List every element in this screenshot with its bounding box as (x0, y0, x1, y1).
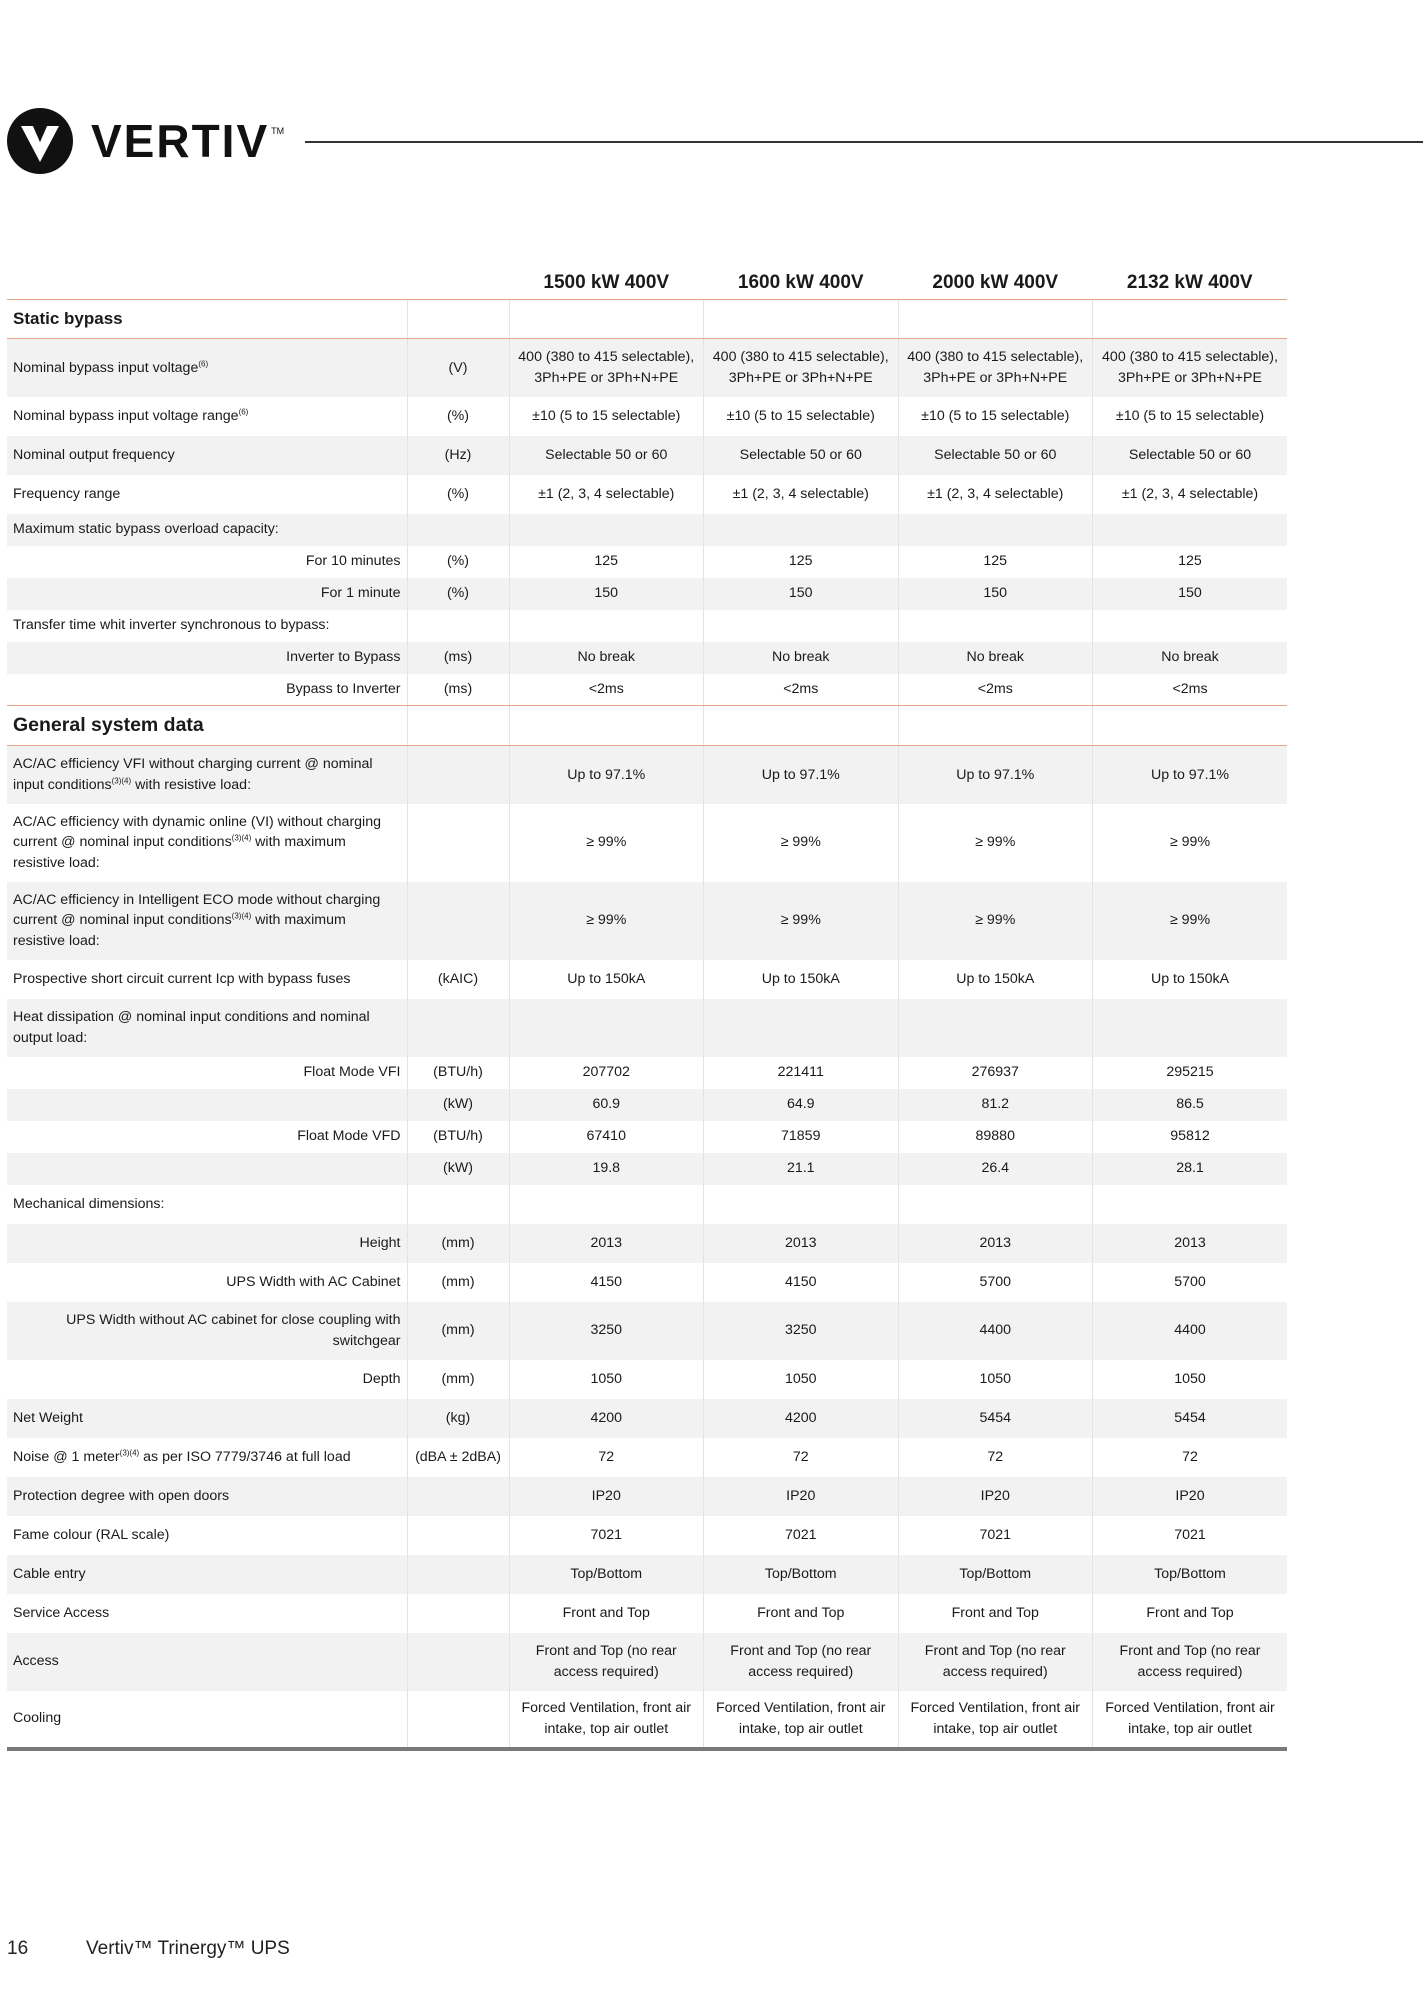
value-cell (509, 514, 704, 546)
value-cell: ≥ 99% (704, 882, 899, 960)
table-row (7, 475, 1287, 514)
value-cell: Front and Top (no rear access required) (704, 1633, 899, 1691)
row-label-text: Inverter to Bypass (286, 649, 401, 666)
value-cell: 400 (380 to 415 selectable), 3Ph+PE or 3Ph+N+PE (704, 339, 899, 397)
row-unit: (kAIC) (407, 960, 509, 999)
value-cell: 400 (380 to 415 selectable), 3Ph+PE or 3Ph+N+PE (898, 339, 1093, 397)
row-label-text: Float Mode VFD (297, 1128, 401, 1145)
footnote-ref: (3)(4) (111, 776, 132, 786)
value-cell (704, 999, 899, 1057)
value-cell: 125 (1093, 546, 1288, 578)
page-number: 16 (7, 1938, 29, 1959)
section-header-row (7, 706, 1287, 746)
row-unit (407, 804, 509, 882)
footer-title: Vertiv™ Trinergy™ UPS (86, 1938, 290, 1959)
value-cell: ≥ 99% (1093, 882, 1288, 960)
row-label (7, 339, 407, 397)
value-cell: 295215 (1093, 1057, 1288, 1089)
row-unit: (%) (407, 397, 509, 436)
row-label-text: Service Access (13, 1604, 110, 1621)
value-cell: IP20 (1093, 1477, 1288, 1516)
value-cell: IP20 (509, 1477, 704, 1516)
row-unit (407, 1691, 509, 1749)
value-cell (1093, 999, 1288, 1057)
value-cell: 26.4 (898, 1153, 1093, 1185)
value-cell (509, 610, 704, 642)
row-label-text: Protection degree with open doors (13, 1487, 230, 1504)
value-cell: ≥ 99% (509, 804, 704, 882)
row-label-text: For 1 minute (320, 585, 401, 602)
value-cell: 400 (380 to 415 selectable), 3Ph+PE or 3Ph+N+PE (1093, 339, 1288, 397)
value-cell: ±10 (5 to 15 selectable) (1093, 397, 1288, 436)
table-row (7, 1121, 1287, 1153)
value-cell (509, 999, 704, 1057)
value-cell: ≥ 99% (704, 804, 899, 882)
row-unit: (kW) (407, 1153, 509, 1185)
footnote-ref: (3)(4) (119, 1448, 140, 1458)
row-unit (407, 999, 509, 1057)
row-unit: (%) (407, 578, 509, 610)
table-row (7, 746, 1287, 804)
row-label-text: AC/AC efficiency in Intelligent ECO mode without charging current @ nominal input conditions (13, 891, 381, 929)
section-title: Static bypass (7, 300, 407, 339)
row-label (7, 882, 407, 960)
row-label-text: Nominal bypass input voltage range (13, 407, 239, 424)
table-row (7, 1360, 1287, 1399)
value-cell: Front and Top (509, 1594, 704, 1633)
row-label (7, 1153, 407, 1185)
value-cell: 28.1 (1093, 1153, 1288, 1185)
value-cell: ±10 (5 to 15 selectable) (509, 397, 704, 436)
value-cell: Up to 97.1% (1093, 746, 1288, 804)
table-header-row (7, 255, 1287, 300)
brand-name: VERTIV ™ (91, 115, 285, 167)
value-cell: <2ms (1093, 674, 1288, 706)
row-label (7, 1691, 407, 1749)
value-cell: 72 (704, 1438, 899, 1477)
value-cell (1093, 610, 1288, 642)
spec-table (7, 255, 1287, 1751)
value-cell: ≥ 99% (898, 882, 1093, 960)
row-label-text: Prospective short circuit current Icp with bypass fuses (13, 970, 351, 987)
table-row (7, 1302, 1287, 1360)
table-row (7, 514, 1287, 546)
column-header: 2000 kW 400V (898, 255, 1093, 300)
table-row (7, 1516, 1287, 1555)
value-cell: Up to 150kA (704, 960, 899, 999)
table-row (7, 1057, 1287, 1089)
value-cell (898, 999, 1093, 1057)
table-row (7, 1224, 1287, 1263)
row-unit: (BTU/h) (407, 1121, 509, 1153)
row-label (7, 1516, 407, 1555)
value-cell: 1050 (509, 1360, 704, 1399)
value-cell: Front and Top (898, 1594, 1093, 1633)
value-cell: 4400 (1093, 1302, 1288, 1360)
table-row (7, 999, 1287, 1057)
value-cell: 72 (509, 1438, 704, 1477)
row-label (7, 1477, 407, 1516)
row-label (7, 1360, 407, 1399)
value-cell: 4400 (898, 1302, 1093, 1360)
row-unit: (ms) (407, 642, 509, 674)
row-label-text: Height (359, 1234, 401, 1251)
value-cell: 4150 (509, 1263, 704, 1302)
value-cell: Top/Bottom (509, 1555, 704, 1594)
row-label-text: Transfer time whit inverter synchronous to bypass: (13, 617, 330, 634)
vertiv-chevron-icon (7, 108, 73, 174)
value-cell: 3250 (509, 1302, 704, 1360)
value-cell: 2013 (704, 1224, 899, 1263)
value-cell: No break (1093, 642, 1288, 674)
value-cell: 67410 (509, 1121, 704, 1153)
section-blank (509, 300, 704, 339)
value-cell: ±10 (5 to 15 selectable) (704, 397, 899, 436)
section-blank (704, 300, 899, 339)
row-label-text: Float Mode VFI (303, 1064, 401, 1081)
value-cell (898, 514, 1093, 546)
table-row (7, 546, 1287, 578)
row-label-text: Net Weight (13, 1409, 83, 1426)
row-label-text: Cable entry (13, 1565, 86, 1582)
value-cell: IP20 (898, 1477, 1093, 1516)
table-row (7, 1185, 1287, 1224)
table-row (7, 882, 1287, 960)
row-label-tail: with maximum resistive load: (13, 834, 346, 871)
section-blank (1093, 706, 1288, 746)
value-cell: 150 (704, 578, 899, 610)
row-unit: (mm) (407, 1224, 509, 1263)
value-cell: Top/Bottom (704, 1555, 899, 1594)
row-unit: (V) (407, 339, 509, 397)
value-cell: Up to 150kA (1093, 960, 1288, 999)
column-header: 1500 kW 400V (509, 255, 704, 300)
value-cell: 4150 (704, 1263, 899, 1302)
section-blank (898, 300, 1093, 339)
table-row (7, 397, 1287, 436)
table-row (7, 610, 1287, 642)
row-unit: (mm) (407, 1302, 509, 1360)
table-row (7, 804, 1287, 882)
value-cell: 2013 (1093, 1224, 1288, 1263)
row-label (7, 1185, 407, 1224)
value-cell: IP20 (704, 1477, 899, 1516)
row-label-text: Mechanical dimensions: (13, 1195, 165, 1212)
value-cell: 64.9 (704, 1089, 899, 1121)
row-label (7, 610, 407, 642)
value-cell: Up to 150kA (898, 960, 1093, 999)
column-header: 2132 kW 400V (1093, 255, 1288, 300)
value-cell: Up to 97.1% (898, 746, 1093, 804)
table-row (7, 1263, 1287, 1302)
footnote-ref: (6) (198, 358, 209, 368)
value-cell: 5700 (1093, 1263, 1288, 1302)
row-label-text: Nominal output frequency (13, 446, 175, 463)
value-cell: 21.1 (704, 1153, 899, 1185)
value-cell (898, 1185, 1093, 1224)
row-label-text: Fame colour (RAL scale) (13, 1526, 170, 1543)
value-cell: 7021 (1093, 1516, 1288, 1555)
value-cell: Top/Bottom (1093, 1555, 1288, 1594)
table-row (7, 1555, 1287, 1594)
value-cell (1093, 514, 1288, 546)
row-label (7, 960, 407, 999)
row-label (7, 999, 407, 1057)
value-cell: ≥ 99% (1093, 804, 1288, 882)
value-cell (898, 610, 1093, 642)
value-cell: No break (898, 642, 1093, 674)
value-cell: Front and Top (1093, 1594, 1288, 1633)
row-label-text: AC/AC efficiency VFI without charging current @ nominal input conditions (13, 756, 373, 793)
row-label (7, 578, 407, 610)
value-cell: Front and Top (no rear access required) (898, 1633, 1093, 1691)
row-label (7, 1121, 407, 1153)
row-label-text: Bypass to Inverter (286, 681, 401, 697)
table-row (7, 1594, 1287, 1633)
row-unit: (mm) (407, 1360, 509, 1399)
value-cell: 71859 (704, 1121, 899, 1153)
table-row (7, 1089, 1287, 1121)
row-label (7, 674, 407, 706)
table-row (7, 578, 1287, 610)
row-label-text: For 10 minutes (305, 553, 401, 570)
value-cell: 2013 (509, 1224, 704, 1263)
footnote-ref: (3)(4) (231, 833, 252, 843)
page-footer (7, 1934, 290, 1964)
value-cell: ±1 (2, 3, 4 selectable) (898, 475, 1093, 514)
table-row (7, 1153, 1287, 1185)
value-cell: Selectable 50 or 60 (1093, 436, 1288, 475)
value-cell: 1050 (1093, 1360, 1288, 1399)
header-blank (7, 255, 407, 300)
value-cell: 89880 (898, 1121, 1093, 1153)
value-cell: 276937 (898, 1057, 1093, 1089)
value-cell: 1050 (898, 1360, 1093, 1399)
value-cell: 3250 (704, 1302, 899, 1360)
row-label-tail: as per ISO 7779/3746 at full load (139, 1448, 351, 1465)
row-label (7, 546, 407, 578)
value-cell: 400 (380 to 415 selectable), 3Ph+PE or 3Ph+N+PE (509, 339, 704, 397)
row-label-text: AC/AC efficiency with dynamic online (VI) without charging current @ nominal input conditions (13, 813, 381, 851)
value-cell: 125 (509, 546, 704, 578)
value-cell: 2013 (898, 1224, 1093, 1263)
row-label (7, 1302, 407, 1360)
table-row (7, 1633, 1287, 1691)
value-cell: 19.8 (509, 1153, 704, 1185)
row-label (7, 397, 407, 436)
vertiv-logo (7, 108, 284, 174)
row-label (7, 1399, 407, 1438)
row-label-tail: with resistive load: (131, 776, 252, 793)
section-blank (898, 706, 1093, 746)
row-label (7, 1057, 407, 1089)
row-label-text: Frequency range (13, 485, 121, 502)
value-cell: 81.2 (898, 1089, 1093, 1121)
value-cell: <2ms (509, 674, 704, 706)
section-blank (704, 706, 899, 746)
value-cell: 221411 (704, 1057, 899, 1089)
section-title: General system data (7, 706, 407, 746)
value-cell: 86.5 (1093, 1089, 1288, 1121)
value-cell: Front and Top (no rear access required) (1093, 1633, 1288, 1691)
row-unit (407, 1555, 509, 1594)
table-row (7, 642, 1287, 674)
value-cell: Selectable 50 or 60 (704, 436, 899, 475)
value-cell: <2ms (898, 674, 1093, 706)
row-label (7, 1438, 407, 1477)
row-unit: (dBA ± 2dBA) (407, 1438, 509, 1477)
row-label-text: Nominal bypass input voltage (13, 359, 199, 376)
row-unit: (%) (407, 546, 509, 578)
value-cell: 7021 (704, 1516, 899, 1555)
value-cell: 5454 (1093, 1399, 1288, 1438)
value-cell: ±10 (5 to 15 selectable) (898, 397, 1093, 436)
value-cell: ±1 (2, 3, 4 selectable) (1093, 475, 1288, 514)
value-cell: 4200 (509, 1399, 704, 1438)
row-label (7, 804, 407, 882)
row-label (7, 1633, 407, 1691)
value-cell: 5454 (898, 1399, 1093, 1438)
value-cell: 150 (509, 578, 704, 610)
value-cell: ≥ 99% (509, 882, 704, 960)
row-unit: (%) (407, 475, 509, 514)
value-cell: <2ms (704, 674, 899, 706)
value-cell: No break (704, 642, 899, 674)
value-cell: 95812 (1093, 1121, 1288, 1153)
row-label (7, 514, 407, 546)
value-cell (1093, 1185, 1288, 1224)
row-label (7, 436, 407, 475)
row-label-text: Depth (362, 1370, 401, 1387)
row-unit: (Hz) (407, 436, 509, 475)
value-cell: Front and Top (704, 1594, 899, 1633)
value-cell: Up to 150kA (509, 960, 704, 999)
row-label-text: Maximum static bypass overload capacity: (13, 521, 279, 538)
value-cell: 4200 (704, 1399, 899, 1438)
value-cell: 125 (704, 546, 899, 578)
row-label (7, 1555, 407, 1594)
row-unit (407, 882, 509, 960)
row-unit: (kg) (407, 1399, 509, 1438)
row-label (7, 475, 407, 514)
value-cell: Forced Ventilation, front air intake, top air outlet (509, 1691, 704, 1749)
value-cell: 207702 (509, 1057, 704, 1089)
row-label (7, 1594, 407, 1633)
row-label (7, 746, 407, 804)
value-cell (704, 514, 899, 546)
page-header (7, 108, 1423, 174)
value-cell (704, 1185, 899, 1224)
row-label-text: Access (13, 1653, 59, 1670)
table-row (7, 674, 1287, 706)
value-cell: No break (509, 642, 704, 674)
value-cell: Front and Top (no rear access required) (509, 1633, 704, 1691)
section-blank (407, 706, 509, 746)
row-unit: (kW) (407, 1089, 509, 1121)
column-header: 1600 kW 400V (704, 255, 899, 300)
row-unit (407, 1516, 509, 1555)
table-row (7, 960, 1287, 999)
header-rule (305, 141, 1423, 143)
section-blank (407, 300, 509, 339)
row-label (7, 1263, 407, 1302)
value-cell: 7021 (898, 1516, 1093, 1555)
row-unit (407, 610, 509, 642)
value-cell: 72 (898, 1438, 1093, 1477)
row-label-text: UPS Width with AC Cabinet (226, 1273, 401, 1290)
value-cell (704, 610, 899, 642)
table-row (7, 1691, 1287, 1749)
value-cell: 125 (898, 546, 1093, 578)
value-cell: 60.9 (509, 1089, 704, 1121)
row-unit (407, 514, 509, 546)
value-cell: Selectable 50 or 60 (509, 436, 704, 475)
row-unit: (mm) (407, 1263, 509, 1302)
value-cell: Selectable 50 or 60 (898, 436, 1093, 475)
row-unit (407, 1633, 509, 1691)
table-row (7, 436, 1287, 475)
row-unit: (BTU/h) (407, 1057, 509, 1089)
row-unit (407, 1185, 509, 1224)
row-label (7, 1089, 407, 1121)
value-cell: ±1 (2, 3, 4 selectable) (704, 475, 899, 514)
table-row (7, 1438, 1287, 1477)
value-cell: Up to 97.1% (509, 746, 704, 804)
row-unit (407, 1477, 509, 1516)
value-cell: Up to 97.1% (704, 746, 899, 804)
value-cell: Forced Ventilation, front air intake, top air outlet (1093, 1691, 1288, 1749)
row-label-text: Cooling (13, 1710, 62, 1727)
footnote-ref: (3)(4) (231, 911, 252, 921)
table-row (7, 1477, 1287, 1516)
value-cell: 72 (1093, 1438, 1288, 1477)
value-cell: 150 (1093, 578, 1288, 610)
row-label-text: Noise @ 1 meter (13, 1448, 120, 1465)
value-cell (509, 1185, 704, 1224)
row-label (7, 642, 407, 674)
row-label-tail: with maximum resistive load: (13, 912, 346, 949)
section-blank (1093, 300, 1288, 339)
section-header-row (7, 300, 1287, 339)
row-label-text: UPS Width without AC cabinet for close coupling with switchgear (66, 1312, 401, 1349)
table-row (7, 1399, 1287, 1438)
table-row (7, 339, 1287, 397)
value-cell: 1050 (704, 1360, 899, 1399)
section-blank (509, 706, 704, 746)
row-unit (407, 746, 509, 804)
value-cell: ±1 (2, 3, 4 selectable) (509, 475, 704, 514)
header-blank (407, 255, 509, 300)
row-unit (407, 1594, 509, 1633)
footnote-ref: (6) (238, 407, 249, 417)
value-cell: 7021 (509, 1516, 704, 1555)
value-cell: 150 (898, 578, 1093, 610)
row-label (7, 1224, 407, 1263)
value-cell: ≥ 99% (898, 804, 1093, 882)
row-label-text: Heat dissipation @ nominal input conditions and nominal output load: (13, 1009, 370, 1046)
value-cell: Top/Bottom (898, 1555, 1093, 1594)
value-cell: 5700 (898, 1263, 1093, 1302)
value-cell: Forced Ventilation, front air intake, top air outlet (704, 1691, 899, 1749)
value-cell: Forced Ventilation, front air intake, top air outlet (898, 1691, 1093, 1749)
row-unit: (ms) (407, 674, 509, 706)
